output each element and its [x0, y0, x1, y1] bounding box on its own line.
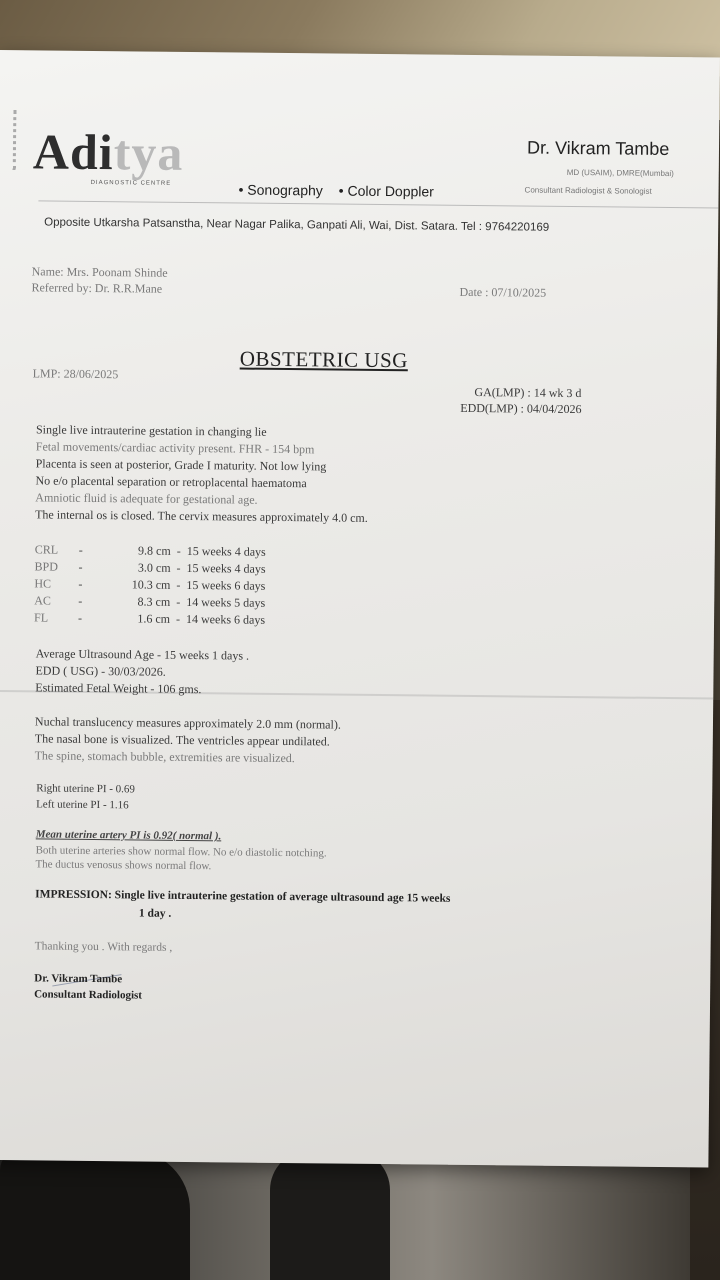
finding-line: Single live intrauterine gestation in changing lie — [35, 422, 267, 439]
service-item: • Sonography — [238, 181, 323, 199]
measurement-row: AC - 8.3 cm - 14 weeks 5 days — [34, 593, 266, 610]
average-ultrasound-age: Average Ultrasound Age - 15 weeks 1 days . — [35, 646, 250, 663]
report-paper — [0, 50, 720, 1167]
measurement-row: HC - 10.3 cm - 15 weeks 6 days — [34, 576, 266, 593]
measurement-row: FL - 1.6 cm - 14 weeks 6 days — [33, 610, 266, 627]
estimated-fetal-weight: Estimated Fetal Weight - 106 gms. — [35, 680, 202, 697]
closing-text: Thanking you . With regards , — [34, 940, 173, 954]
clinic-logo: Aditya — [32, 123, 184, 181]
report-title: OBSTETRIC USG — [239, 346, 409, 373]
doctor-qualification: MD (USAIM), DMRE(Mumbai) — [566, 167, 674, 179]
mean-uterine-pi: Mean uterine artery PI is 0.92( normal ). — [35, 828, 222, 843]
nt-line: The spine, stomach bubble, extremities are visualized. — [34, 748, 295, 766]
finding-line: The internal os is closed. The cervix measures approximately 4.0 cm. — [35, 507, 368, 525]
left-uterine-pi: Left uterine PI - 1.16 — [36, 798, 129, 812]
background-dark-object — [0, 1150, 190, 1280]
doctor-name: Dr. Vikram Tambe — [526, 137, 670, 160]
lmp-date: LMP: 28/06/2025 — [32, 366, 119, 382]
signatory-title: Consultant Radiologist — [34, 988, 143, 1002]
patient-name: Name: Mrs. Poonam Shinde — [31, 264, 168, 280]
finding-line: Fetal movements/cardiac activity present. FHR - 154 bpm — [35, 439, 315, 457]
service-item: • Color Doppler — [338, 182, 434, 200]
signatory-name: Dr. Vikram Tambe — [34, 972, 123, 986]
measurement-row: BPD - 3.0 cm - 15 weeks 4 days — [34, 559, 266, 576]
impression-line: IMPRESSION: Single live intrauterine gestation of average ultrasound age 15 weeks — [35, 888, 451, 905]
doppler-line: The ductus venosus shows normal flow. — [35, 858, 212, 873]
ga-lmp: GA(LMP) : 14 wk 3 d — [474, 384, 582, 401]
nt-line: Nuchal translucency measures approximately 2.0 mm (normal). — [34, 714, 341, 732]
edd-lmp: EDD(LMP) : 04/04/2026 — [460, 400, 582, 417]
referred-by: Referred by: Dr. R.R.Mane — [31, 280, 163, 296]
clinic-address: Opposite Utkarsha Patsanstha, Near Nagar Palika, Ganpati Ali, Wai, Dist. Satara. Tel : 9764220169 — [44, 216, 550, 234]
finding-line: No e/o placental separation or retroplacental haematoma — [35, 473, 307, 491]
measurement-row: CRL - 9.8 cm - 15 weeks 4 days — [34, 542, 266, 559]
edd-usg: EDD ( USG) - 30/03/2026. — [35, 663, 166, 679]
right-uterine-pi: Right uterine PI - 0.69 — [36, 782, 136, 796]
doctor-title: Consultant Radiologist & Sonologist — [524, 185, 652, 196]
finding-line: Placenta is seen at posterior, Grade I maturity. Not low lying — [35, 456, 327, 474]
finding-line: Amniotic fluid is adequate for gestational age. — [35, 490, 258, 507]
report-date: Date : 07/10/2025 — [459, 284, 547, 300]
background-dark-object — [270, 1150, 390, 1280]
header-divider — [38, 200, 718, 208]
nt-line: The nasal bone is visualized. The ventricles appear undilated. — [34, 731, 330, 749]
impression-line: 1 day . — [138, 907, 172, 920]
services-list — [238, 182, 446, 200]
logo-subtitle: DIAGNOSTIC CENTRE — [90, 179, 172, 187]
doppler-line: Both uterine arteries show normal flow. No e/o diastolic notching. — [35, 844, 327, 860]
